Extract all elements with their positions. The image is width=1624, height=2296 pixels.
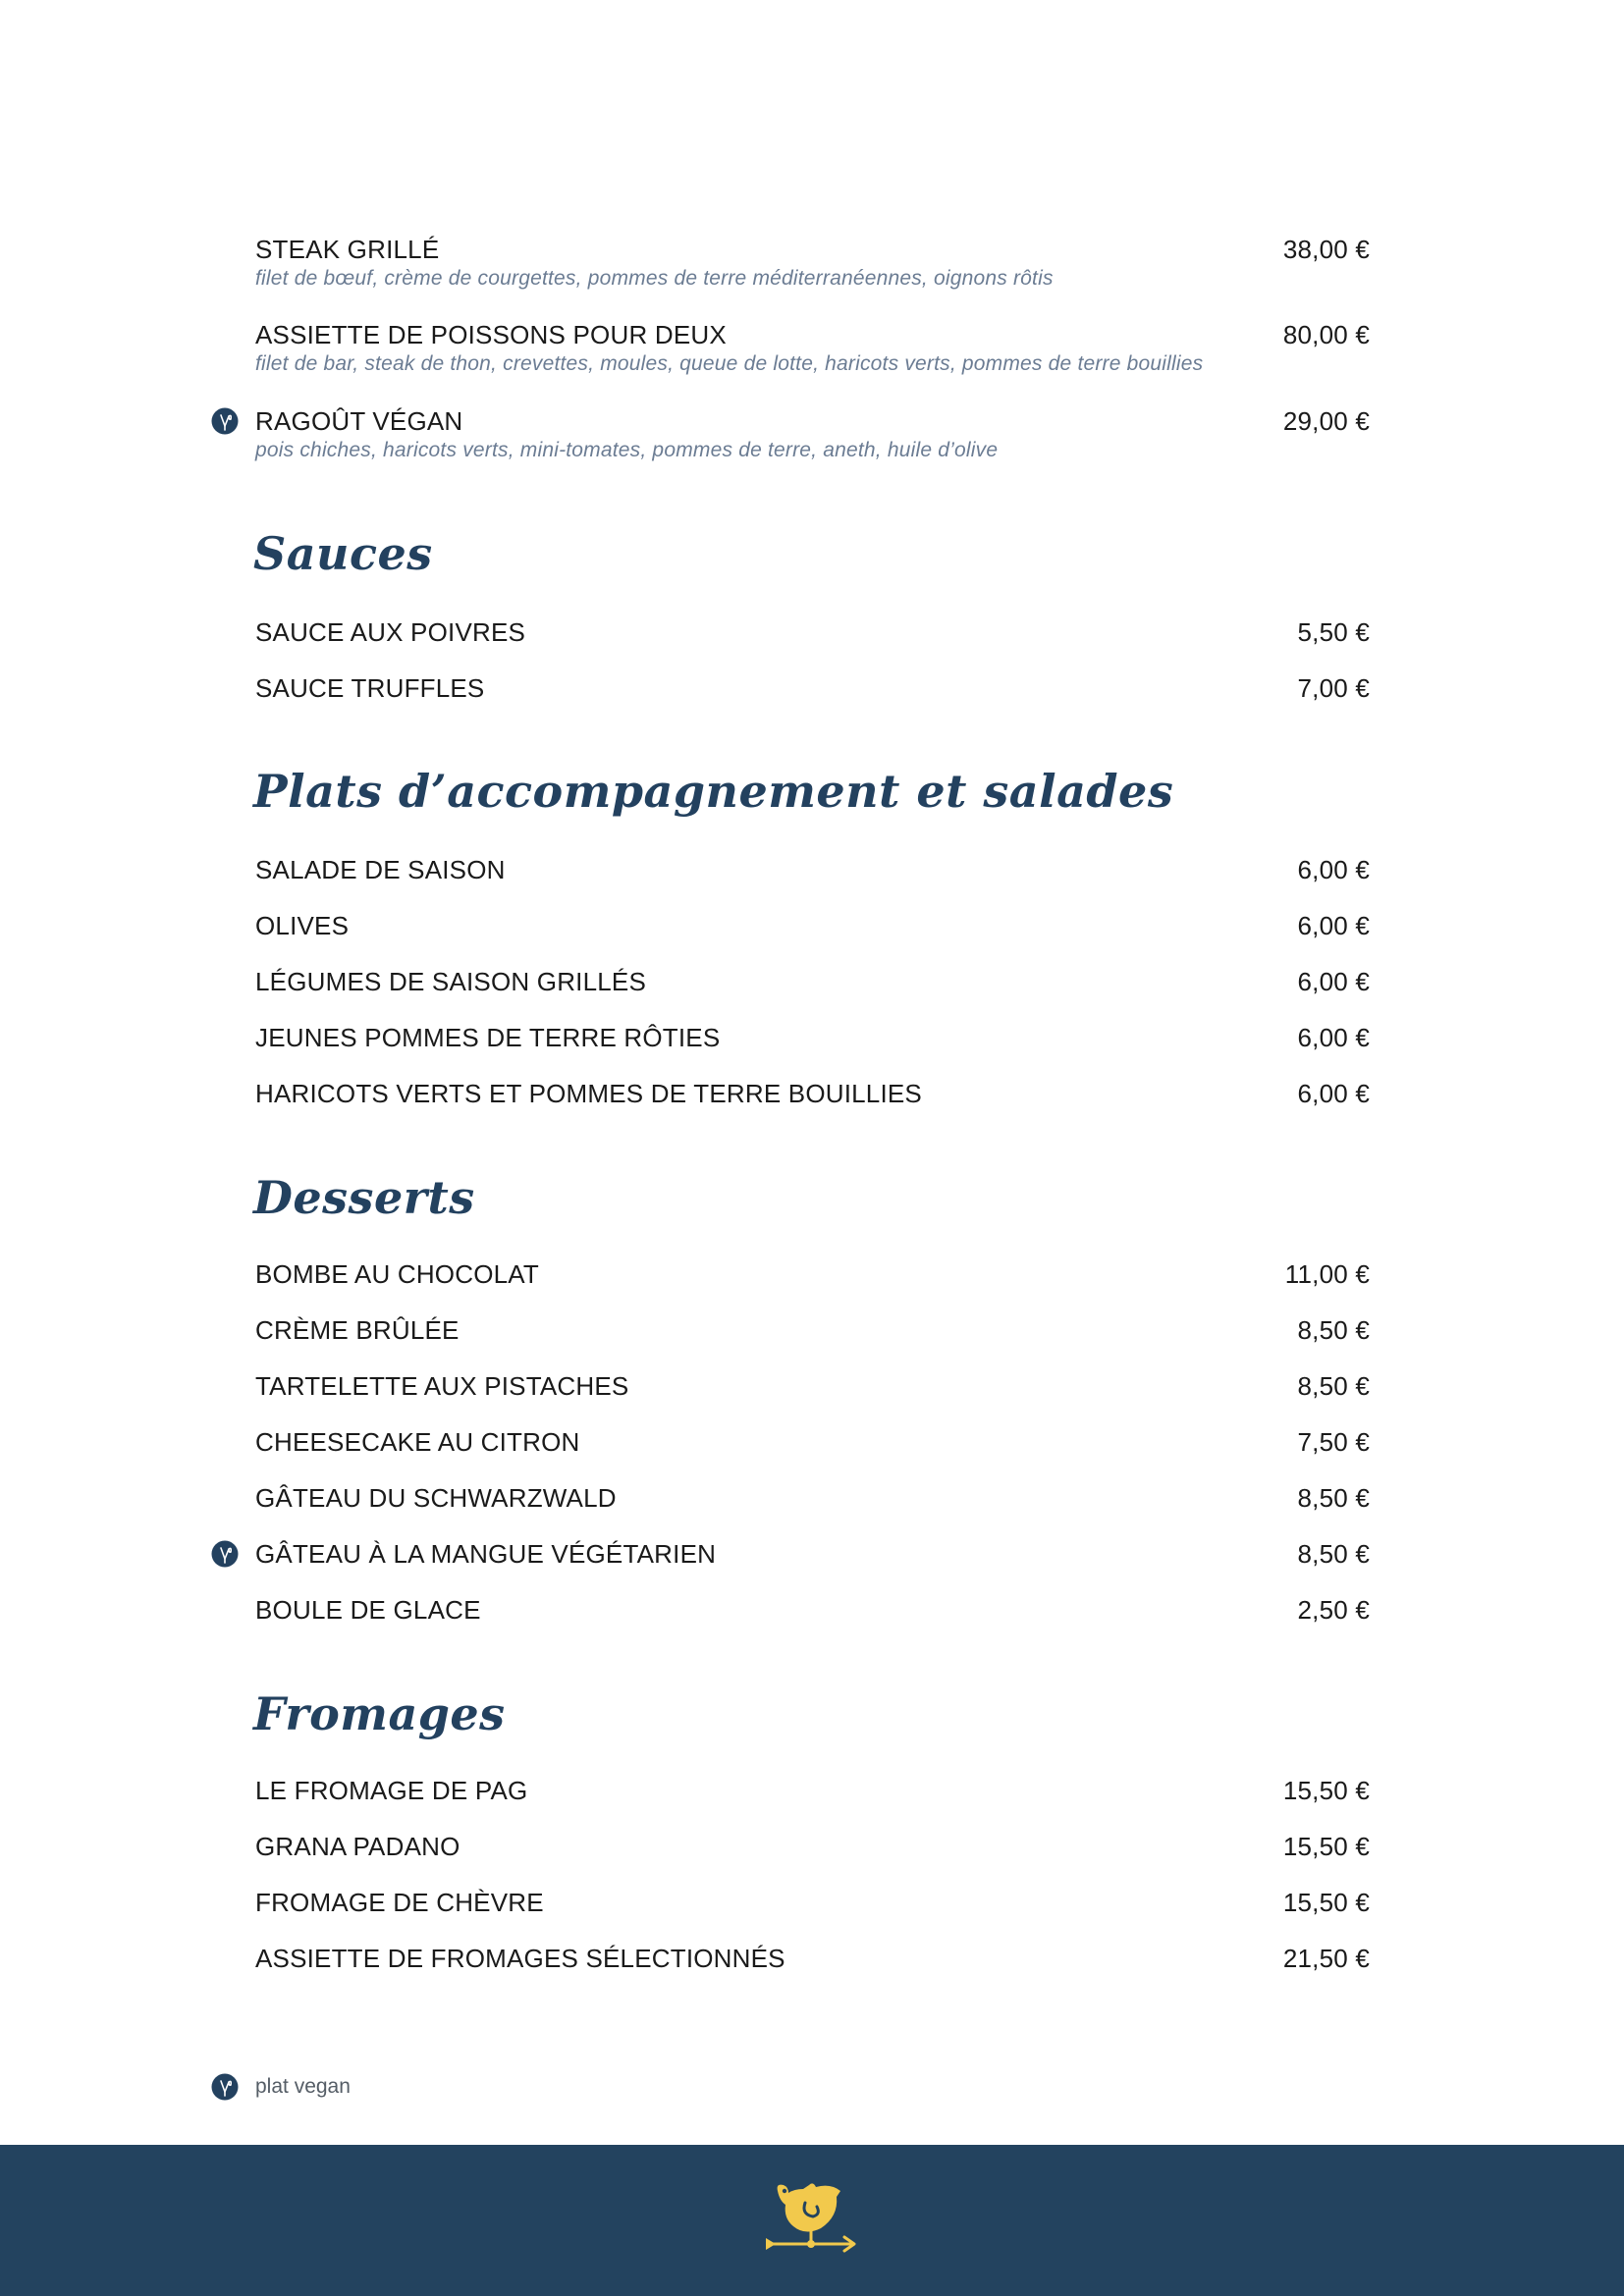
- item-price: 80,00 €: [1282, 320, 1370, 349]
- bird-weathervane-logo-icon: [762, 2177, 860, 2260]
- menu-item-row: [255, 965, 1370, 998]
- menu-item-row: [255, 1077, 1370, 1110]
- item-name: GÂTEAU À LA MANGUE VÉGÉTARIEN: [255, 1539, 717, 1569]
- menu-item-row: [255, 404, 1370, 438]
- item-price: 11,00 €: [1284, 1259, 1370, 1289]
- menu-item: [255, 1774, 1370, 1807]
- menu-item-row: [255, 853, 1370, 886]
- vegan-leaf-icon: [211, 407, 239, 435]
- item-price: 8,50 €: [1297, 1483, 1370, 1513]
- section-title-sides: Plats d’accompagnement et salades: [253, 765, 1174, 818]
- menu-item-row: [255, 1593, 1370, 1627]
- menu-item: [255, 909, 1370, 942]
- item-name: FROMAGE DE CHÈVRE: [255, 1888, 544, 1917]
- item-name: RAGOÛT VÉGAN: [255, 406, 463, 436]
- menu-item-row: [255, 671, 1370, 705]
- menu-item-fish-platter: [255, 318, 1370, 378]
- menu-item: [255, 1886, 1370, 1919]
- item-name: HARICOTS VERTS ET POMMES DE TERRE BOUILLIES: [255, 1079, 922, 1108]
- menu-item: [255, 1257, 1370, 1291]
- menu-item-row: [255, 1830, 1370, 1863]
- menu-item: [255, 1313, 1370, 1347]
- menu-item-row: [255, 1425, 1370, 1459]
- menu-item-row: [255, 1257, 1370, 1291]
- item-description: pois chiches, haricots verts, mini-tomates, pommes de terre, aneth, huile d’olive: [255, 439, 999, 461]
- item-name: JEUNES POMMES DE TERRE RÔTIES: [255, 1023, 721, 1052]
- menu-item: [255, 615, 1370, 649]
- item-name: SALADE DE SAISON: [255, 855, 506, 884]
- item-name: CRÈME BRÛLÉE: [255, 1315, 460, 1345]
- item-price: 5,50 €: [1297, 617, 1370, 647]
- menu-item-steak: [255, 233, 1370, 293]
- menu-item: [255, 853, 1370, 886]
- section-title-sauces: Sauces: [253, 527, 433, 580]
- item-price: 8,50 €: [1297, 1315, 1370, 1345]
- item-price: 8,50 €: [1297, 1539, 1370, 1569]
- menu-item: [255, 1942, 1370, 1975]
- item-price: 29,00 €: [1282, 406, 1370, 436]
- item-price: 6,00 €: [1297, 1023, 1370, 1052]
- menu-item-row: [255, 1481, 1370, 1515]
- item-name: CHEESECAKE AU CITRON: [255, 1427, 580, 1457]
- menu-item-row: [255, 1537, 1370, 1571]
- item-price: 15,50 €: [1282, 1888, 1370, 1917]
- item-name: GÂTEAU DU SCHWARZWALD: [255, 1483, 617, 1513]
- menu-item-row: [255, 1774, 1370, 1807]
- menu-item-row: [255, 1942, 1370, 1975]
- item-price: 15,50 €: [1282, 1832, 1370, 1861]
- menu-item-vegan-stew: [255, 404, 1370, 464]
- item-name: ASSIETTE DE POISSONS POUR DEUX: [255, 320, 727, 349]
- menu-item-row: [255, 1313, 1370, 1347]
- item-name: SAUCE AUX POIVRES: [255, 617, 526, 647]
- item-price: 6,00 €: [1297, 855, 1370, 884]
- menu-item: [255, 1425, 1370, 1459]
- item-price: 38,00 €: [1282, 235, 1370, 264]
- menu-item: [255, 1077, 1370, 1110]
- item-price: 7,50 €: [1297, 1427, 1370, 1457]
- menu-item-row: [255, 1886, 1370, 1919]
- menu-item-row: [255, 233, 1370, 266]
- item-price: 21,50 €: [1282, 1944, 1370, 1973]
- item-name: OLIVES: [255, 911, 350, 940]
- item-name: BOULE DE GLACE: [255, 1595, 481, 1625]
- menu-item-row: [255, 1369, 1370, 1403]
- item-name: GRANA PADANO: [255, 1832, 460, 1861]
- item-price: 6,00 €: [1297, 911, 1370, 940]
- footer-band: [0, 2145, 1624, 2296]
- menu-item-row: [255, 1021, 1370, 1054]
- legend-text: plat vegan: [255, 2075, 351, 2098]
- menu-item: [255, 965, 1370, 998]
- menu-item: [255, 1369, 1370, 1403]
- menu-item-row: [255, 318, 1370, 351]
- item-name: SAUCE TRUFFLES: [255, 673, 485, 703]
- item-price: 6,00 €: [1297, 967, 1370, 996]
- item-name: LÉGUMES DE SAISON GRILLÉS: [255, 967, 647, 996]
- menu-item: [255, 1830, 1370, 1863]
- item-price: 7,00 €: [1297, 673, 1370, 703]
- item-name: ASSIETTE DE FROMAGES SÉLECTIONNÉS: [255, 1944, 785, 1973]
- item-name: BOMBE AU CHOCOLAT: [255, 1259, 539, 1289]
- item-price: 8,50 €: [1297, 1371, 1370, 1401]
- item-name: TARTELETTE AUX PISTACHES: [255, 1371, 629, 1401]
- menu-item-row: [255, 909, 1370, 942]
- menu-item-vegan-mango-cake: [255, 1537, 1370, 1571]
- menu-item-row: [255, 615, 1370, 649]
- item-description: filet de bœuf, crème de courgettes, pommes de terre méditerranéennes, oignons rôtis: [255, 267, 1054, 290]
- menu-item: [255, 671, 1370, 705]
- section-title-cheeses: Fromages: [253, 1687, 506, 1740]
- vegan-leaf-icon: [211, 1540, 239, 1568]
- item-name: STEAK GRILLÉ: [255, 235, 440, 264]
- vegan-leaf-icon: [211, 2073, 239, 2101]
- menu-item: [255, 1021, 1370, 1054]
- menu-item: [255, 1593, 1370, 1627]
- item-name: LE FROMAGE DE PAG: [255, 1776, 528, 1805]
- section-title-desserts: Desserts: [253, 1171, 475, 1224]
- item-description: filet de bar, steak de thon, crevettes, moules, queue de lotte, haricots verts, pommes de terre bouillies: [255, 352, 1204, 375]
- item-price: 15,50 €: [1282, 1776, 1370, 1805]
- menu-item: [255, 1481, 1370, 1515]
- item-price: 2,50 €: [1297, 1595, 1370, 1625]
- item-price: 6,00 €: [1297, 1079, 1370, 1108]
